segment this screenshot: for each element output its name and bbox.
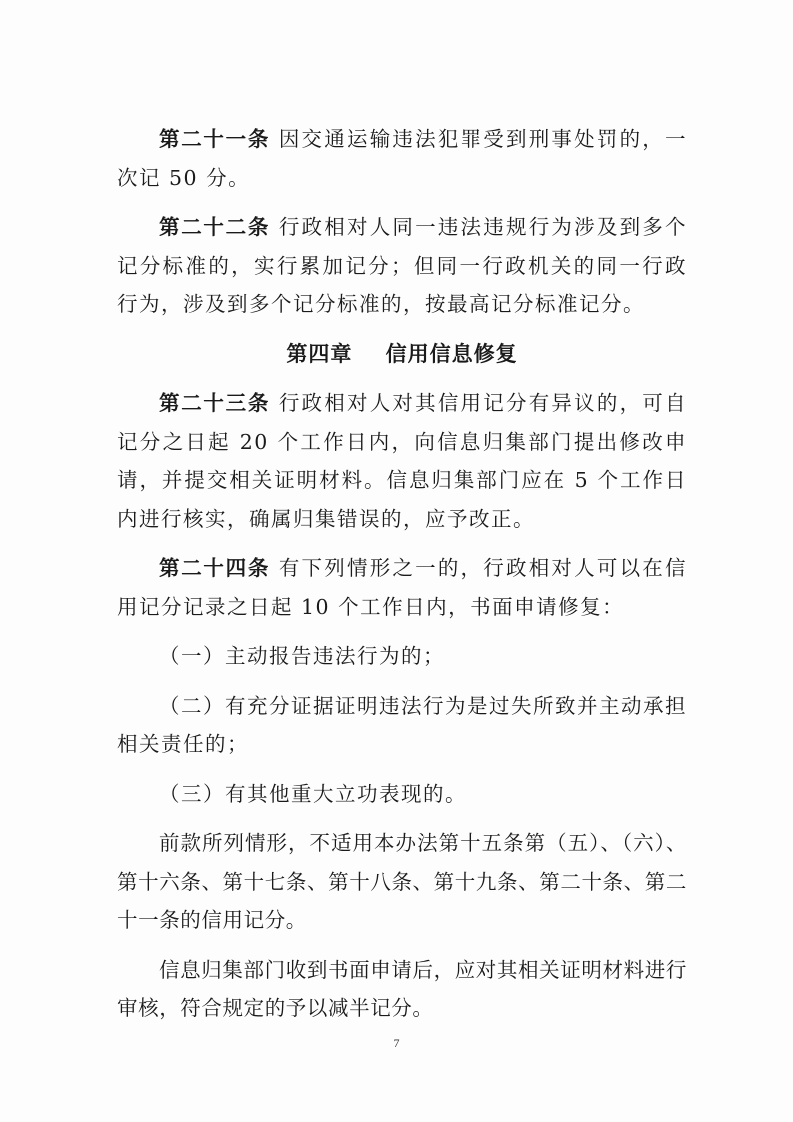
article-23-text: 行政相对人对其信用记分有异议的，可自记分之日起 20 个工作日内，向信息归集部门提出修改申请，并提交相关证明材料。信息归集部门应在 5 个工作日内进行核实，确属归集错误的，应予改正。: [117, 391, 687, 531]
document-body: [117, 120, 687, 1039]
article-24-item-3: （三）有其他重大立功表现的。: [159, 781, 467, 806]
article-24-review: 信息归集部门收到书面申请后，应对其相关证明材料进行审核，符合规定的予以减半记分。: [117, 957, 687, 1020]
article-24-item-1: （一）主动报告违法行为的；: [159, 644, 445, 668]
article-22: [117, 208, 687, 324]
article-24: [117, 549, 687, 626]
article-24-text: 有下列情形之一的，行政相对人可以在信用记分记录之日起 10 个工作日内，书面申请修复：: [117, 556, 687, 619]
page-number: 7: [393, 1036, 400, 1050]
chapter-4-title: 第四章 信用信息修复: [286, 341, 518, 366]
article-23-label: 第二十三条: [159, 391, 271, 415]
article-24-item-2: （二）有充分证据证明违法行为是过失所致并主动承担相关责任的；: [117, 693, 687, 756]
article-22-label: 第二十二条: [159, 215, 271, 239]
article-24-label: 第二十四条: [159, 556, 271, 580]
article-21: [117, 120, 687, 197]
article-21-text: 因交通运输违法犯罪受到刑事处罚的，一次记 50 分。: [117, 127, 687, 190]
article-24-exclusion: 前款所列情形，不适用本办法第十五条第（五）、（六）、第十六条、第十七条、第十八条、第十九条、第二十条、第二十一条的信用记分。: [117, 831, 687, 932]
article-23: [117, 384, 687, 538]
article-21-label: 第二十一条: [159, 127, 271, 151]
article-22-text: 行政相对人同一违法违规行为涉及到多个记分标准的，实行累加记分；但同一行政机关的同一行政行为，涉及到多个记分标准的，按最高记分标准记分。: [117, 215, 687, 316]
